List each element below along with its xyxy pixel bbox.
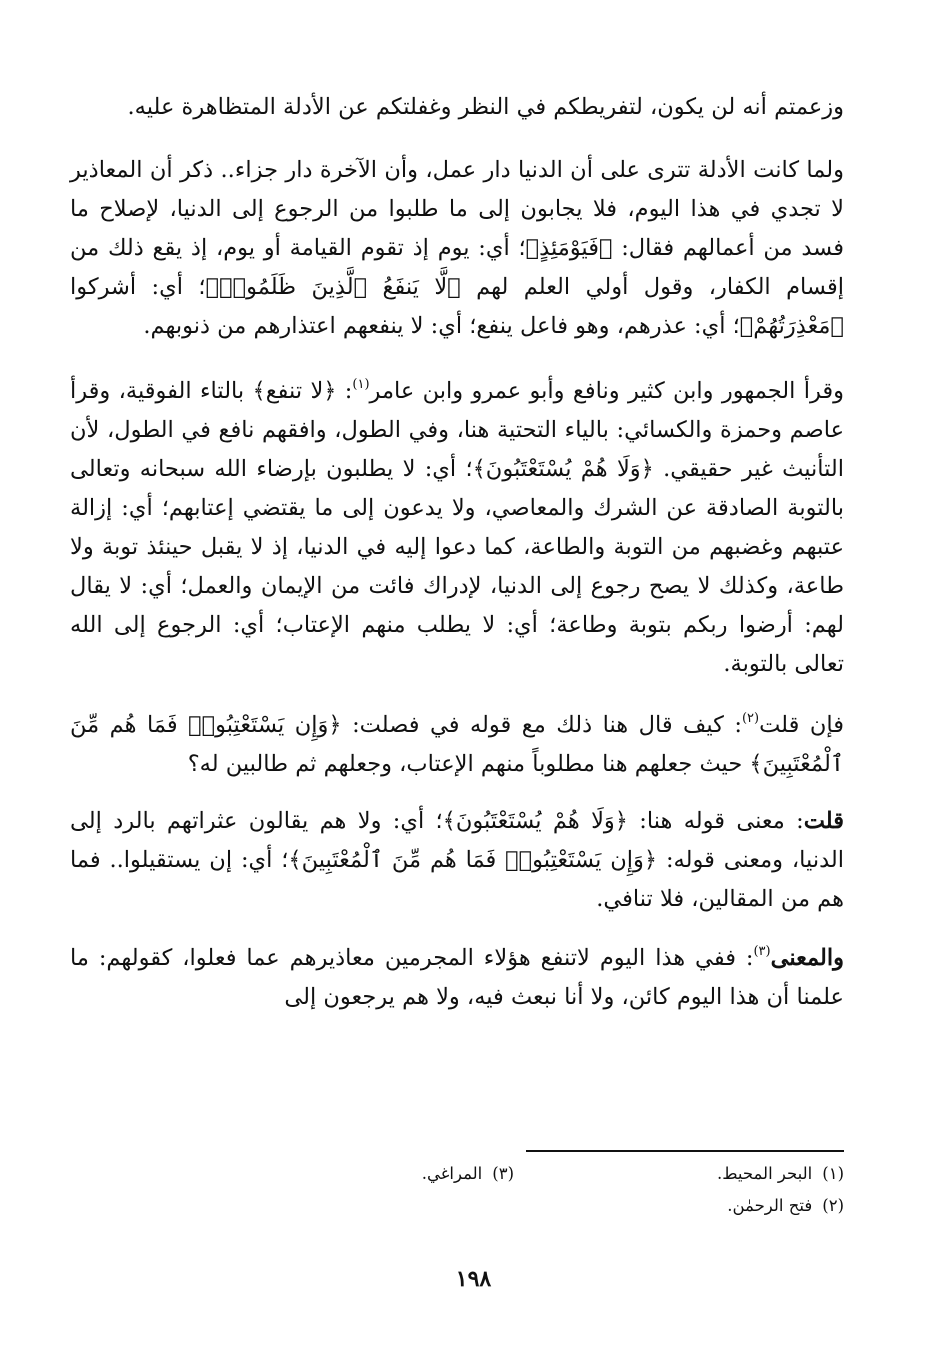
- footnote-row: [284, 1190, 844, 1222]
- footnotes: [284, 1158, 844, 1222]
- paragraph: [70, 372, 844, 684]
- footnote-item: [514, 1190, 844, 1222]
- footnote-ref: (٣): [753, 943, 771, 959]
- footnote-row: [284, 1158, 844, 1190]
- footnote-item: [422, 1158, 514, 1190]
- footnote-text: المراغي.: [421, 1164, 483, 1183]
- footnote-number: (٣): [492, 1164, 514, 1183]
- paragraph-text: وزعمتم أنه لن يكون، لتفريطكم في النظر وغفلتكم عن الأدلة المتظاهرة عليه.: [127, 94, 844, 120]
- paragraph-text: : ففي هذا اليوم لاتنفع هؤلاء المجرمين معاذيرهم عما فعلوا، كقولهم: ما علمنا أن هذا اليوم كائن، ولا أنا نبعث فيه، ولا هم يرجعون إلى: [70, 945, 844, 1010]
- footnote-text: البحر المحيط.: [716, 1164, 813, 1183]
- footnote-ref: (٢): [741, 710, 760, 726]
- footnote-divider: [526, 1150, 844, 1152]
- paragraph: [70, 706, 844, 784]
- paragraph-lead: والمعنى: [770, 945, 844, 971]
- paragraph: [70, 151, 844, 346]
- paragraph-text: وقرأ الجمهور وابن كثير ونافع وأبو عمرو وابن عامر: [369, 378, 844, 404]
- paragraph-text: فإن قلت: [759, 712, 845, 738]
- paragraph: [70, 939, 844, 1017]
- paragraph-text: : كيف قال هنا ذلك مع قوله في فصلت: ﴿وَإِن يَسْتَعْتِبُوا۟ فَمَا هُم مِّنَ ٱلْمُعْتَبِينَ﴾ حيث جعلهم هنا مطلوباً منهم الإعتاب، وجعلهم ثم طالبين له؟: [70, 712, 844, 777]
- footnote-ref: (١): [352, 376, 370, 392]
- paragraph: [70, 88, 844, 127]
- footnote-text: فتح الرحمٰن.: [727, 1196, 813, 1215]
- page-body: [70, 88, 844, 1041]
- footnote-number: (٢): [822, 1196, 844, 1215]
- paragraph-text: : معنى قوله هنا: ﴿وَلَا هُمْ يُسْتَعْتَبُونَ﴾؛ أي: ولا هم يقالون عثراتهم بالرد إلى الدنيا، ومعنى قوله: ﴿وَإِن يَسْتَعْتِبُوا۟ فَمَا هُم مِّنَ ٱلْمُعْتَبِينَ﴾؛ أي: إن يستقيلوا.. فما هم من المقالين، فلا تنافي.: [70, 808, 844, 912]
- paragraph-text: ولما كانت الأدلة تترى على أن الدنيا دار عمل، وأن الآخرة دار جزاء.. ذكر أن المعاذير لا تجدي في هذا اليوم، فلا يجابون إلى ما طلبوا من الرجوع إلى الدنيا، لإصلاح ما فسد من أعمالهم فقال: ﴿فَيَوْمَئِذٍ﴾؛ أي: يوم إذ تقوم القيامة أو يوم، إذ يقع ذلك من إقسام الكفار، وقول أولي العلم لهم ﴿لَّا يَنفَعُ ٱلَّذِينَ ظَلَمُوا۟﴾؛ أي: أشركوا ﴿مَعْذِرَتُهُمْ﴾؛ أي: عذرهم، وهو فاعل ينفع؛ أي: لا ينفعهم اعتذارهم من ذنوبهم.: [70, 157, 844, 339]
- footnote-number: (١): [822, 1164, 844, 1183]
- page-number: ١٩٨: [455, 1266, 492, 1292]
- footnote-item: [514, 1158, 844, 1190]
- paragraph: [70, 802, 844, 919]
- paragraph-lead: قلت: [803, 808, 844, 834]
- paragraph-text: : ﴿لا تنفع﴾ بالتاء الفوقية، وقرأ عاصم وحمزة والكسائي: بالياء التحتية هنا، وفي الطول، وافقهم نافع في الطول، لأن التأنيث غير حقيقي. ﴿وَلَا هُمْ يُسْتَعْتَبُونَ﴾؛ أي: لا يطلبون بإرضاء الله سبحانه وتعالى بالتوبة الصادقة عن الشرك والمعاصي، ولا يدعون إلى ما يقتضي إعتابهم؛ أي: إزالة عتبهم وغضبهم من التوبة والطاعة، كما دعوا إليه في الدنيا، إذ لا يقبل حينئذ توبة ولا طاعة، وكذلك لا يصح رجوع إلى الدنيا، لإدراك فائت من الإيمان والعمل؛ أي: لا يقال لهم: أرضوا ربكم بتوبة وطاعة؛ أي: لا يطلب منهم الإعتاب؛ أي: الرجوع إلى الله تعالى بالتوبة.: [70, 378, 844, 677]
